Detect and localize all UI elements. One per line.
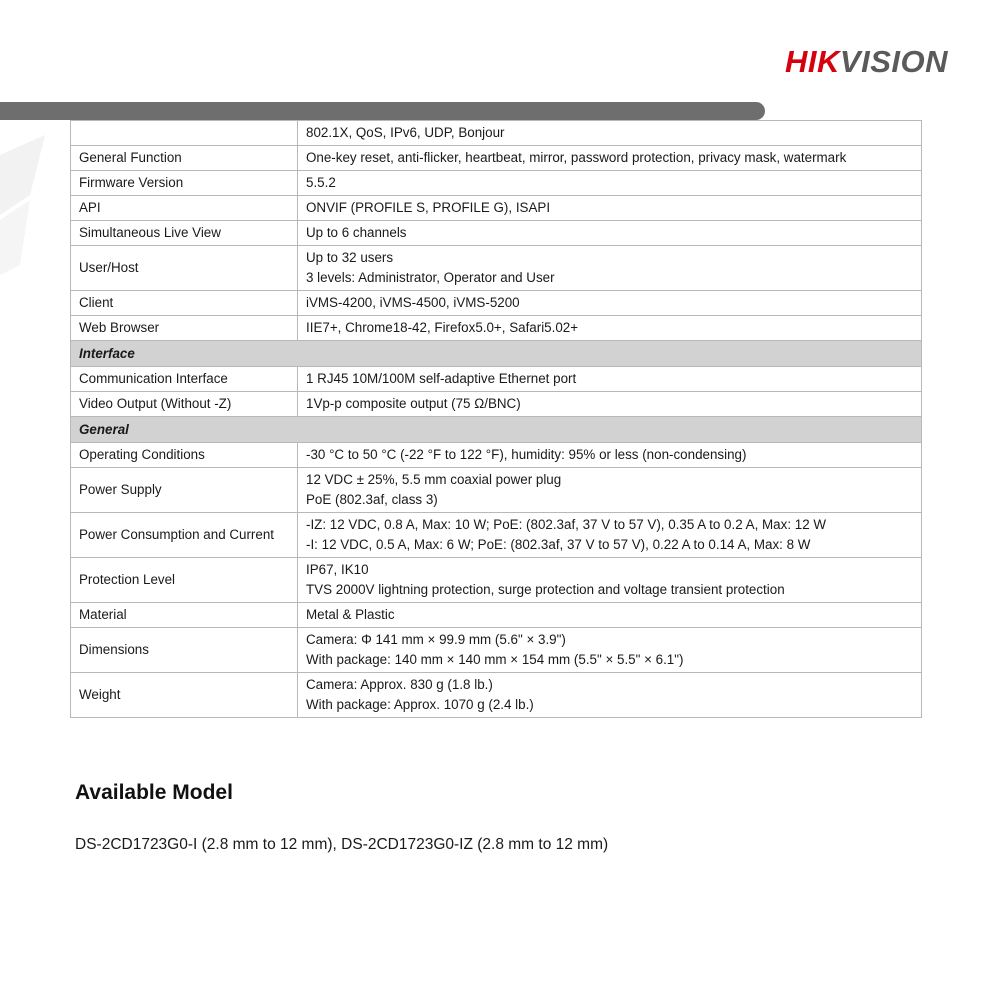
spec-label: Power Consumption and Current <box>71 513 298 558</box>
spec-value <box>298 558 922 603</box>
spec-value-line: 1Vp-p composite output (75 Ω/BNC) <box>306 396 521 411</box>
spec-label: Client <box>71 291 298 316</box>
spec-value <box>298 468 922 513</box>
spec-value-line: With package: Approx. 1070 g (2.4 lb.) <box>306 697 534 712</box>
table-row <box>71 246 922 291</box>
spec-value <box>298 603 922 628</box>
spec-value-line: iVMS-4200, iVMS-4500, iVMS-5200 <box>306 295 520 310</box>
spec-value <box>298 367 922 392</box>
spec-value-line: 5.5.2 <box>306 175 336 190</box>
spec-value <box>298 392 922 417</box>
spec-value <box>298 443 922 468</box>
spec-value-line: 802.1X, QoS, IPv6, UDP, Bonjour <box>306 125 505 140</box>
spec-label <box>71 121 298 146</box>
spec-value <box>298 171 922 196</box>
table-row <box>71 603 922 628</box>
section-header <box>71 417 922 443</box>
table-row <box>71 221 922 246</box>
spec-value-line: PoE (802.3af, class 3) <box>306 492 438 507</box>
hikvision-logo <box>785 44 948 80</box>
spec-value-line: -IZ: 12 VDC, 0.8 A, Max: 10 W; PoE: (802.3af, 37 V to 57 V), 0.35 A to 0.2 A, Max: 12 W <box>306 517 827 532</box>
table-row <box>71 291 922 316</box>
table-row <box>71 628 922 673</box>
spec-label: User/Host <box>71 246 298 291</box>
table-row <box>71 513 922 558</box>
spec-value-line: Metal & Plastic <box>306 607 395 622</box>
header-bar <box>0 102 765 120</box>
spec-value-line: 3 levels: Administrator, Operator and User <box>306 270 555 285</box>
spec-label: General Function <box>71 146 298 171</box>
section-title: Interface <box>71 341 922 367</box>
spec-value <box>298 246 922 291</box>
table-row <box>71 392 922 417</box>
spec-label: Dimensions <box>71 628 298 673</box>
table-row <box>71 443 922 468</box>
spec-value <box>298 628 922 673</box>
spec-value-line: Camera: Φ 141 mm × 99.9 mm (5.6" × 3.9") <box>306 632 566 647</box>
spec-value-line: IIE7+, Chrome18-42, Firefox5.0+, Safari5.02+ <box>306 320 579 335</box>
section-title: General <box>71 417 922 443</box>
spec-value-line: ONVIF (PROFILE S, PROFILE G), ISAPI <box>306 200 551 215</box>
spec-value <box>298 673 922 718</box>
spec-value-line: With package: 140 mm × 140 mm × 154 mm (5.5" × 5.5" × 6.1") <box>306 652 684 667</box>
spec-value <box>298 146 922 171</box>
spec-value-line: Up to 32 users <box>306 250 394 265</box>
spec-label: Weight <box>71 673 298 718</box>
spec-value <box>298 291 922 316</box>
available-model-title: Available Model <box>75 781 233 804</box>
table-row <box>71 367 922 392</box>
watermark-graphic <box>0 125 70 285</box>
table-row <box>71 196 922 221</box>
spec-label: Material <box>71 603 298 628</box>
spec-value-line: Camera: Approx. 830 g (1.8 lb.) <box>306 677 493 692</box>
spec-value-line: IP67, IK10 <box>306 562 369 577</box>
spec-value-line: One-key reset, anti-flicker, heartbeat, mirror, password protection, privacy mask, watermark <box>306 150 847 165</box>
spec-label: Video Output (Without -Z) <box>71 392 298 417</box>
spec-value-line: -I: 12 VDC, 0.5 A, Max: 6 W; PoE: (802.3af, 37 V to 57 V), 0.22 A to 0.14 A, Max: 8 W <box>306 537 811 552</box>
table-row <box>71 121 922 146</box>
spec-label: API <box>71 196 298 221</box>
table-row <box>71 171 922 196</box>
spec-value <box>298 121 922 146</box>
section-header <box>71 341 922 367</box>
spec-value-line: 12 VDC ± 25%, 5.5 mm coaxial power plug <box>306 472 562 487</box>
spec-value <box>298 221 922 246</box>
spec-label: Power Supply <box>71 468 298 513</box>
table-row <box>71 316 922 341</box>
spec-label: Operating Conditions <box>71 443 298 468</box>
spec-label: Simultaneous Live View <box>71 221 298 246</box>
spec-label: Communication Interface <box>71 367 298 392</box>
available-model-text: DS-2CD1723G0-I (2.8 mm to 12 mm), DS-2CD1723G0-IZ (2.8 mm to 12 mm) <box>75 836 609 853</box>
spec-value <box>298 316 922 341</box>
spec-value-line: 1 RJ45 10M/100M self-adaptive Ethernet port <box>306 371 577 386</box>
spec-value-line: Up to 6 channels <box>306 225 407 240</box>
table-row <box>71 468 922 513</box>
spec-label: Firmware Version <box>71 171 298 196</box>
spec-value <box>298 196 922 221</box>
logo-gray-text: VISION <box>839 44 948 79</box>
table-row <box>71 146 922 171</box>
spec-value-line: TVS 2000V lightning protection, surge protection and voltage transient protection <box>306 582 785 597</box>
spec-value <box>298 513 922 558</box>
logo-red-text: HIK <box>785 44 840 79</box>
spec-label: Protection Level <box>71 558 298 603</box>
spec-label: Web Browser <box>71 316 298 341</box>
table-row <box>71 673 922 718</box>
spec-value-line: -30 °C to 50 °C (-22 °F to 122 °F), humidity: 95% or less (non-condensing) <box>306 447 747 462</box>
spec-table <box>70 120 922 718</box>
table-row <box>71 558 922 603</box>
